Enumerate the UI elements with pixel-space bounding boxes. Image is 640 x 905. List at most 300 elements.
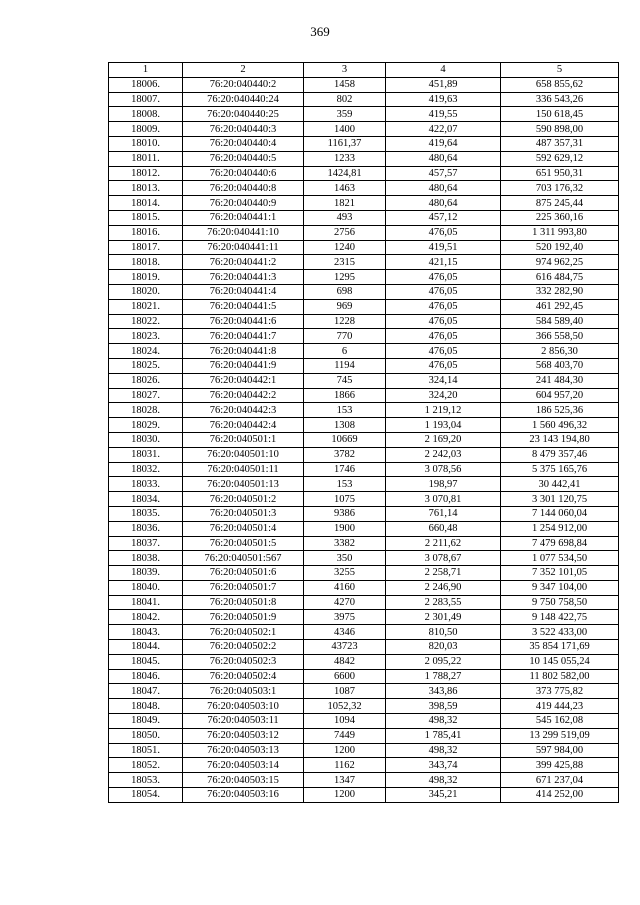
- row-number-cell: 18018.: [109, 255, 183, 270]
- value-cell: 7 144 060,04: [501, 506, 619, 521]
- table-row: [109, 358, 619, 373]
- row-number-cell: 18046.: [109, 669, 183, 684]
- cadastral-number-cell: 76:20:040501:567: [183, 551, 304, 566]
- cadastral-number-cell: 76:20:040440:3: [183, 122, 304, 137]
- value-cell: 241 484,30: [501, 373, 619, 388]
- row-number-cell: 18028.: [109, 403, 183, 418]
- rate-cell: 476,05: [386, 299, 501, 314]
- value-cell: 9 750 758,50: [501, 595, 619, 610]
- value-cell: 3 301 120,75: [501, 492, 619, 507]
- row-number-cell: 18050.: [109, 728, 183, 743]
- area-cell: 3382: [304, 536, 386, 551]
- table-row: [109, 536, 619, 551]
- table-row: [109, 314, 619, 329]
- table-row: [109, 299, 619, 314]
- cadastral-number-cell: 76:20:040503:11: [183, 714, 304, 729]
- table-row: [109, 610, 619, 625]
- cadastral-number-cell: 76:20:040441:10: [183, 225, 304, 240]
- value-cell: 150 618,45: [501, 107, 619, 122]
- table-row: [109, 580, 619, 595]
- rate-cell: 2 258,71: [386, 566, 501, 581]
- value-cell: 1 311 993,80: [501, 225, 619, 240]
- area-cell: 7449: [304, 728, 386, 743]
- rate-cell: 476,05: [386, 329, 501, 344]
- table-row: [109, 181, 619, 196]
- area-cell: 1295: [304, 270, 386, 285]
- rate-cell: 476,05: [386, 225, 501, 240]
- rate-cell: 2 283,55: [386, 595, 501, 610]
- area-cell: 9386: [304, 506, 386, 521]
- table-row: [109, 166, 619, 181]
- rate-cell: 480,64: [386, 151, 501, 166]
- cadastral-number-cell: 76:20:040441:5: [183, 299, 304, 314]
- value-cell: 1 077 534,50: [501, 551, 619, 566]
- table-row: [109, 403, 619, 418]
- table-row: [109, 566, 619, 581]
- area-cell: 770: [304, 329, 386, 344]
- area-cell: 1900: [304, 521, 386, 536]
- cadastral-number-cell: 76:20:040503:10: [183, 699, 304, 714]
- row-number-cell: 18012.: [109, 166, 183, 181]
- value-cell: 9 347 104,00: [501, 580, 619, 595]
- table-row: [109, 240, 619, 255]
- table-row: [109, 151, 619, 166]
- cadastral-number-cell: 76:20:040501:8: [183, 595, 304, 610]
- rate-cell: 345,21: [386, 788, 501, 803]
- row-number-cell: 18027.: [109, 388, 183, 403]
- value-cell: 8 479 357,46: [501, 447, 619, 462]
- cadastral-number-cell: 76:20:040441:4: [183, 284, 304, 299]
- value-cell: 419 444,23: [501, 699, 619, 714]
- table-row: [109, 432, 619, 447]
- value-cell: 597 984,00: [501, 743, 619, 758]
- area-cell: 1194: [304, 358, 386, 373]
- cadastral-number-cell: 76:20:040440:4: [183, 136, 304, 151]
- value-cell: 568 403,70: [501, 358, 619, 373]
- cadastral-number-cell: 76:20:040442:1: [183, 373, 304, 388]
- row-number-cell: 18013.: [109, 181, 183, 196]
- table-row: [109, 210, 619, 225]
- area-cell: 43723: [304, 640, 386, 655]
- table-row: [109, 77, 619, 92]
- area-cell: 698: [304, 284, 386, 299]
- area-cell: 1240: [304, 240, 386, 255]
- cadastral-number-cell: 76:20:040441:11: [183, 240, 304, 255]
- area-cell: 350: [304, 551, 386, 566]
- table-row: [109, 728, 619, 743]
- area-cell: 1161,37: [304, 136, 386, 151]
- rate-cell: 2 246,90: [386, 580, 501, 595]
- area-cell: 802: [304, 92, 386, 107]
- rate-cell: 324,20: [386, 388, 501, 403]
- rate-cell: 324,14: [386, 373, 501, 388]
- row-number-cell: 18035.: [109, 506, 183, 521]
- rate-cell: 343,74: [386, 758, 501, 773]
- rate-cell: 422,07: [386, 122, 501, 137]
- rate-cell: 480,64: [386, 196, 501, 211]
- data-table: [108, 62, 619, 803]
- table-row: [109, 758, 619, 773]
- cadastral-number-cell: 76:20:040502:4: [183, 669, 304, 684]
- area-cell: 3975: [304, 610, 386, 625]
- table-row: [109, 284, 619, 299]
- area-cell: 2315: [304, 255, 386, 270]
- row-number-cell: 18034.: [109, 492, 183, 507]
- area-cell: 359: [304, 107, 386, 122]
- rate-cell: 498,32: [386, 714, 501, 729]
- value-cell: 3 522 433,00: [501, 625, 619, 640]
- cadastral-number-cell: 76:20:040501:10: [183, 447, 304, 462]
- row-number-cell: 18052.: [109, 758, 183, 773]
- table-row: [109, 447, 619, 462]
- cadastral-number-cell: 76:20:040442:2: [183, 388, 304, 403]
- rate-cell: 3 070,81: [386, 492, 501, 507]
- area-cell: 3255: [304, 566, 386, 581]
- area-cell: 4160: [304, 580, 386, 595]
- row-number-cell: 18016.: [109, 225, 183, 240]
- column-header: 1: [109, 63, 183, 78]
- rate-cell: 2 095,22: [386, 654, 501, 669]
- value-cell: 225 360,16: [501, 210, 619, 225]
- rate-cell: 398,59: [386, 699, 501, 714]
- area-cell: 1087: [304, 684, 386, 699]
- row-number-cell: 18029.: [109, 418, 183, 433]
- rate-cell: 1 785,41: [386, 728, 501, 743]
- row-number-cell: 18043.: [109, 625, 183, 640]
- rate-cell: 820,03: [386, 640, 501, 655]
- cadastral-number-cell: 76:20:040503:16: [183, 788, 304, 803]
- cadastral-number-cell: 76:20:040441:1: [183, 210, 304, 225]
- table-row: [109, 373, 619, 388]
- row-number-cell: 18024.: [109, 344, 183, 359]
- row-number-cell: 18047.: [109, 684, 183, 699]
- cadastral-number-cell: 76:20:040441:7: [183, 329, 304, 344]
- rate-cell: 421,15: [386, 255, 501, 270]
- rate-cell: 457,12: [386, 210, 501, 225]
- rate-cell: 2 301,49: [386, 610, 501, 625]
- row-number-cell: 18032.: [109, 462, 183, 477]
- cadastral-number-cell: 76:20:040503:13: [183, 743, 304, 758]
- row-number-cell: 18020.: [109, 284, 183, 299]
- rate-cell: 3 078,56: [386, 462, 501, 477]
- value-cell: 373 775,82: [501, 684, 619, 699]
- area-cell: 1463: [304, 181, 386, 196]
- value-cell: 332 282,90: [501, 284, 619, 299]
- area-cell: 4346: [304, 625, 386, 640]
- area-cell: 493: [304, 210, 386, 225]
- value-cell: 487 357,31: [501, 136, 619, 151]
- cadastral-number-cell: 76:20:040441:2: [183, 255, 304, 270]
- value-cell: 5 375 165,76: [501, 462, 619, 477]
- row-number-cell: 18040.: [109, 580, 183, 595]
- cadastral-number-cell: 76:20:040501:4: [183, 521, 304, 536]
- cadastral-number-cell: 76:20:040442:3: [183, 403, 304, 418]
- column-header: 5: [501, 63, 619, 78]
- cadastral-number-cell: 76:20:040501:6: [183, 566, 304, 581]
- table-body: [109, 63, 619, 803]
- area-cell: 745: [304, 373, 386, 388]
- row-number-cell: 18006.: [109, 77, 183, 92]
- column-header: 4: [386, 63, 501, 78]
- rate-cell: 476,05: [386, 284, 501, 299]
- value-cell: 2 856,30: [501, 344, 619, 359]
- table-row: [109, 669, 619, 684]
- area-cell: 153: [304, 403, 386, 418]
- rate-cell: 2 211,62: [386, 536, 501, 551]
- cadastral-number-cell: 76:20:040503:15: [183, 773, 304, 788]
- value-cell: 186 525,36: [501, 403, 619, 418]
- rate-cell: 810,50: [386, 625, 501, 640]
- value-cell: 875 245,44: [501, 196, 619, 211]
- rate-cell: 660,48: [386, 521, 501, 536]
- row-number-cell: 18036.: [109, 521, 183, 536]
- rate-cell: 761,14: [386, 506, 501, 521]
- cadastral-number-cell: 76:20:040501:2: [183, 492, 304, 507]
- cadastral-number-cell: 76:20:040440:6: [183, 166, 304, 181]
- table-row: [109, 521, 619, 536]
- rate-cell: 476,05: [386, 270, 501, 285]
- row-number-cell: 18045.: [109, 654, 183, 669]
- cadastral-number-cell: 76:20:040442:4: [183, 418, 304, 433]
- page-number: 369: [310, 24, 330, 39]
- area-cell: 2756: [304, 225, 386, 240]
- row-number-cell: 18041.: [109, 595, 183, 610]
- row-number-cell: 18038.: [109, 551, 183, 566]
- area-cell: 10669: [304, 432, 386, 447]
- table-row: [109, 773, 619, 788]
- table-row: [109, 595, 619, 610]
- table-row: [109, 462, 619, 477]
- rate-cell: 3 078,67: [386, 551, 501, 566]
- value-cell: 616 484,75: [501, 270, 619, 285]
- rate-cell: 419,51: [386, 240, 501, 255]
- value-cell: 23 143 194,80: [501, 432, 619, 447]
- area-cell: 1458: [304, 77, 386, 92]
- cadastral-number-cell: 76:20:040440:8: [183, 181, 304, 196]
- area-cell: 153: [304, 477, 386, 492]
- cadastral-number-cell: 76:20:040501:7: [183, 580, 304, 595]
- cadastral-number-cell: 76:20:040503:14: [183, 758, 304, 773]
- row-number-cell: 18014.: [109, 196, 183, 211]
- area-cell: 969: [304, 299, 386, 314]
- row-number-cell: 18022.: [109, 314, 183, 329]
- value-cell: 7 479 698,84: [501, 536, 619, 551]
- area-cell: 1233: [304, 151, 386, 166]
- area-cell: 4270: [304, 595, 386, 610]
- rate-cell: 476,05: [386, 344, 501, 359]
- area-cell: 4842: [304, 654, 386, 669]
- cadastral-number-cell: 76:20:040502:3: [183, 654, 304, 669]
- cadastral-number-cell: 76:20:040501:1: [183, 432, 304, 447]
- cadastral-number-cell: 76:20:040501:3: [183, 506, 304, 521]
- row-number-cell: 18031.: [109, 447, 183, 462]
- cadastral-number-cell: 76:20:040501:5: [183, 536, 304, 551]
- row-number-cell: 18044.: [109, 640, 183, 655]
- rate-cell: 498,32: [386, 773, 501, 788]
- area-cell: 6600: [304, 669, 386, 684]
- value-cell: 35 854 171,69: [501, 640, 619, 655]
- rate-cell: 1 193,04: [386, 418, 501, 433]
- table-row: [109, 743, 619, 758]
- value-cell: 651 950,31: [501, 166, 619, 181]
- cadastral-number-cell: 76:20:040503:1: [183, 684, 304, 699]
- row-number-cell: 18042.: [109, 610, 183, 625]
- table-row: [109, 699, 619, 714]
- row-number-cell: 18037.: [109, 536, 183, 551]
- table-row: [109, 625, 619, 640]
- row-number-cell: 18033.: [109, 477, 183, 492]
- cadastral-number-cell: 76:20:040440:25: [183, 107, 304, 122]
- table-row: [109, 714, 619, 729]
- value-cell: 366 558,50: [501, 329, 619, 344]
- area-cell: 1400: [304, 122, 386, 137]
- row-number-cell: 18053.: [109, 773, 183, 788]
- row-number-cell: 18021.: [109, 299, 183, 314]
- row-number-cell: 18051.: [109, 743, 183, 758]
- rate-cell: 476,05: [386, 314, 501, 329]
- value-cell: 13 299 519,09: [501, 728, 619, 743]
- cadastral-number-cell: 76:20:040441:8: [183, 344, 304, 359]
- table-row: [109, 640, 619, 655]
- value-cell: 584 589,40: [501, 314, 619, 329]
- cadastral-number-cell: 76:20:040502:2: [183, 640, 304, 655]
- row-number-cell: 18039.: [109, 566, 183, 581]
- table-row: [109, 788, 619, 803]
- row-number-cell: 18030.: [109, 432, 183, 447]
- table-row: [109, 551, 619, 566]
- row-number-cell: 18015.: [109, 210, 183, 225]
- row-number-cell: 18048.: [109, 699, 183, 714]
- row-number-cell: 18025.: [109, 358, 183, 373]
- value-cell: 10 145 055,24: [501, 654, 619, 669]
- table-row: [109, 477, 619, 492]
- area-cell: 1308: [304, 418, 386, 433]
- area-cell: 1200: [304, 743, 386, 758]
- rate-cell: 2 169,20: [386, 432, 501, 447]
- cadastral-number-cell: 76:20:040440:2: [183, 77, 304, 92]
- area-cell: 1052,32: [304, 699, 386, 714]
- rate-cell: 419,64: [386, 136, 501, 151]
- cadastral-number-cell: 76:20:040501:9: [183, 610, 304, 625]
- value-cell: 11 802 582,00: [501, 669, 619, 684]
- rate-cell: 457,57: [386, 166, 501, 181]
- row-number-cell: 18023.: [109, 329, 183, 344]
- rate-cell: 451,89: [386, 77, 501, 92]
- table-row: [109, 107, 619, 122]
- value-cell: 1 560 496,32: [501, 418, 619, 433]
- area-cell: 1866: [304, 388, 386, 403]
- area-cell: 6: [304, 344, 386, 359]
- cadastral-number-cell: 76:20:040440:24: [183, 92, 304, 107]
- cadastral-number-cell: 76:20:040501:13: [183, 477, 304, 492]
- cadastral-number-cell: 76:20:040441:6: [183, 314, 304, 329]
- value-cell: 604 957,20: [501, 388, 619, 403]
- row-number-cell: 18017.: [109, 240, 183, 255]
- table-row: [109, 418, 619, 433]
- rate-cell: 498,32: [386, 743, 501, 758]
- value-cell: 7 352 101,05: [501, 566, 619, 581]
- rate-cell: 476,05: [386, 358, 501, 373]
- cadastral-number-cell: 76:20:040503:12: [183, 728, 304, 743]
- table-row: [109, 255, 619, 270]
- row-number-cell: 18019.: [109, 270, 183, 285]
- table-row: [109, 225, 619, 240]
- rate-cell: 1 219,12: [386, 403, 501, 418]
- row-number-cell: 18011.: [109, 151, 183, 166]
- area-cell: 3782: [304, 447, 386, 462]
- table-row: [109, 506, 619, 521]
- area-cell: 1228: [304, 314, 386, 329]
- table-row: [109, 388, 619, 403]
- row-number-cell: 18007.: [109, 92, 183, 107]
- value-cell: 974 962,25: [501, 255, 619, 270]
- value-cell: 461 292,45: [501, 299, 619, 314]
- table-row: [109, 684, 619, 699]
- value-cell: 545 162,08: [501, 714, 619, 729]
- cadastral-number-cell: 76:20:040441:3: [183, 270, 304, 285]
- column-header: 2: [183, 63, 304, 78]
- area-cell: 1746: [304, 462, 386, 477]
- row-number-cell: 18054.: [109, 788, 183, 803]
- row-number-cell: 18049.: [109, 714, 183, 729]
- row-number-cell: 18010.: [109, 136, 183, 151]
- rate-cell: 419,63: [386, 92, 501, 107]
- value-cell: 658 855,62: [501, 77, 619, 92]
- cadastral-number-cell: 76:20:040502:1: [183, 625, 304, 640]
- table-header-row: [109, 63, 619, 78]
- cadastral-number-cell: 76:20:040440:5: [183, 151, 304, 166]
- rate-cell: 343,86: [386, 684, 501, 699]
- area-cell: 1094: [304, 714, 386, 729]
- value-cell: 399 425,88: [501, 758, 619, 773]
- value-cell: 414 252,00: [501, 788, 619, 803]
- table-row: [109, 136, 619, 151]
- column-header: 3: [304, 63, 386, 78]
- area-cell: 1347: [304, 773, 386, 788]
- value-cell: 9 148 422,75: [501, 610, 619, 625]
- table-row: [109, 654, 619, 669]
- area-cell: 1200: [304, 788, 386, 803]
- area-cell: 1162: [304, 758, 386, 773]
- value-cell: 30 442,41: [501, 477, 619, 492]
- rate-cell: 1 788,27: [386, 669, 501, 684]
- row-number-cell: 18008.: [109, 107, 183, 122]
- row-number-cell: 18026.: [109, 373, 183, 388]
- table-row: [109, 92, 619, 107]
- cadastral-number-cell: 76:20:040440:9: [183, 196, 304, 211]
- value-cell: 703 176,32: [501, 181, 619, 196]
- table-row: [109, 122, 619, 137]
- rate-cell: 480,64: [386, 181, 501, 196]
- rate-cell: 198,97: [386, 477, 501, 492]
- rate-cell: 2 242,03: [386, 447, 501, 462]
- value-cell: 336 543,26: [501, 92, 619, 107]
- cadastral-number-cell: 76:20:040441:9: [183, 358, 304, 373]
- value-cell: 1 254 912,00: [501, 521, 619, 536]
- cadastral-number-cell: 76:20:040501:11: [183, 462, 304, 477]
- area-cell: 1075: [304, 492, 386, 507]
- table-row: [109, 329, 619, 344]
- value-cell: 671 237,04: [501, 773, 619, 788]
- row-number-cell: 18009.: [109, 122, 183, 137]
- table-row: [109, 270, 619, 285]
- rate-cell: 419,55: [386, 107, 501, 122]
- area-cell: 1821: [304, 196, 386, 211]
- table-row: [109, 492, 619, 507]
- area-cell: 1424,81: [304, 166, 386, 181]
- value-cell: 592 629,12: [501, 151, 619, 166]
- table-row: [109, 344, 619, 359]
